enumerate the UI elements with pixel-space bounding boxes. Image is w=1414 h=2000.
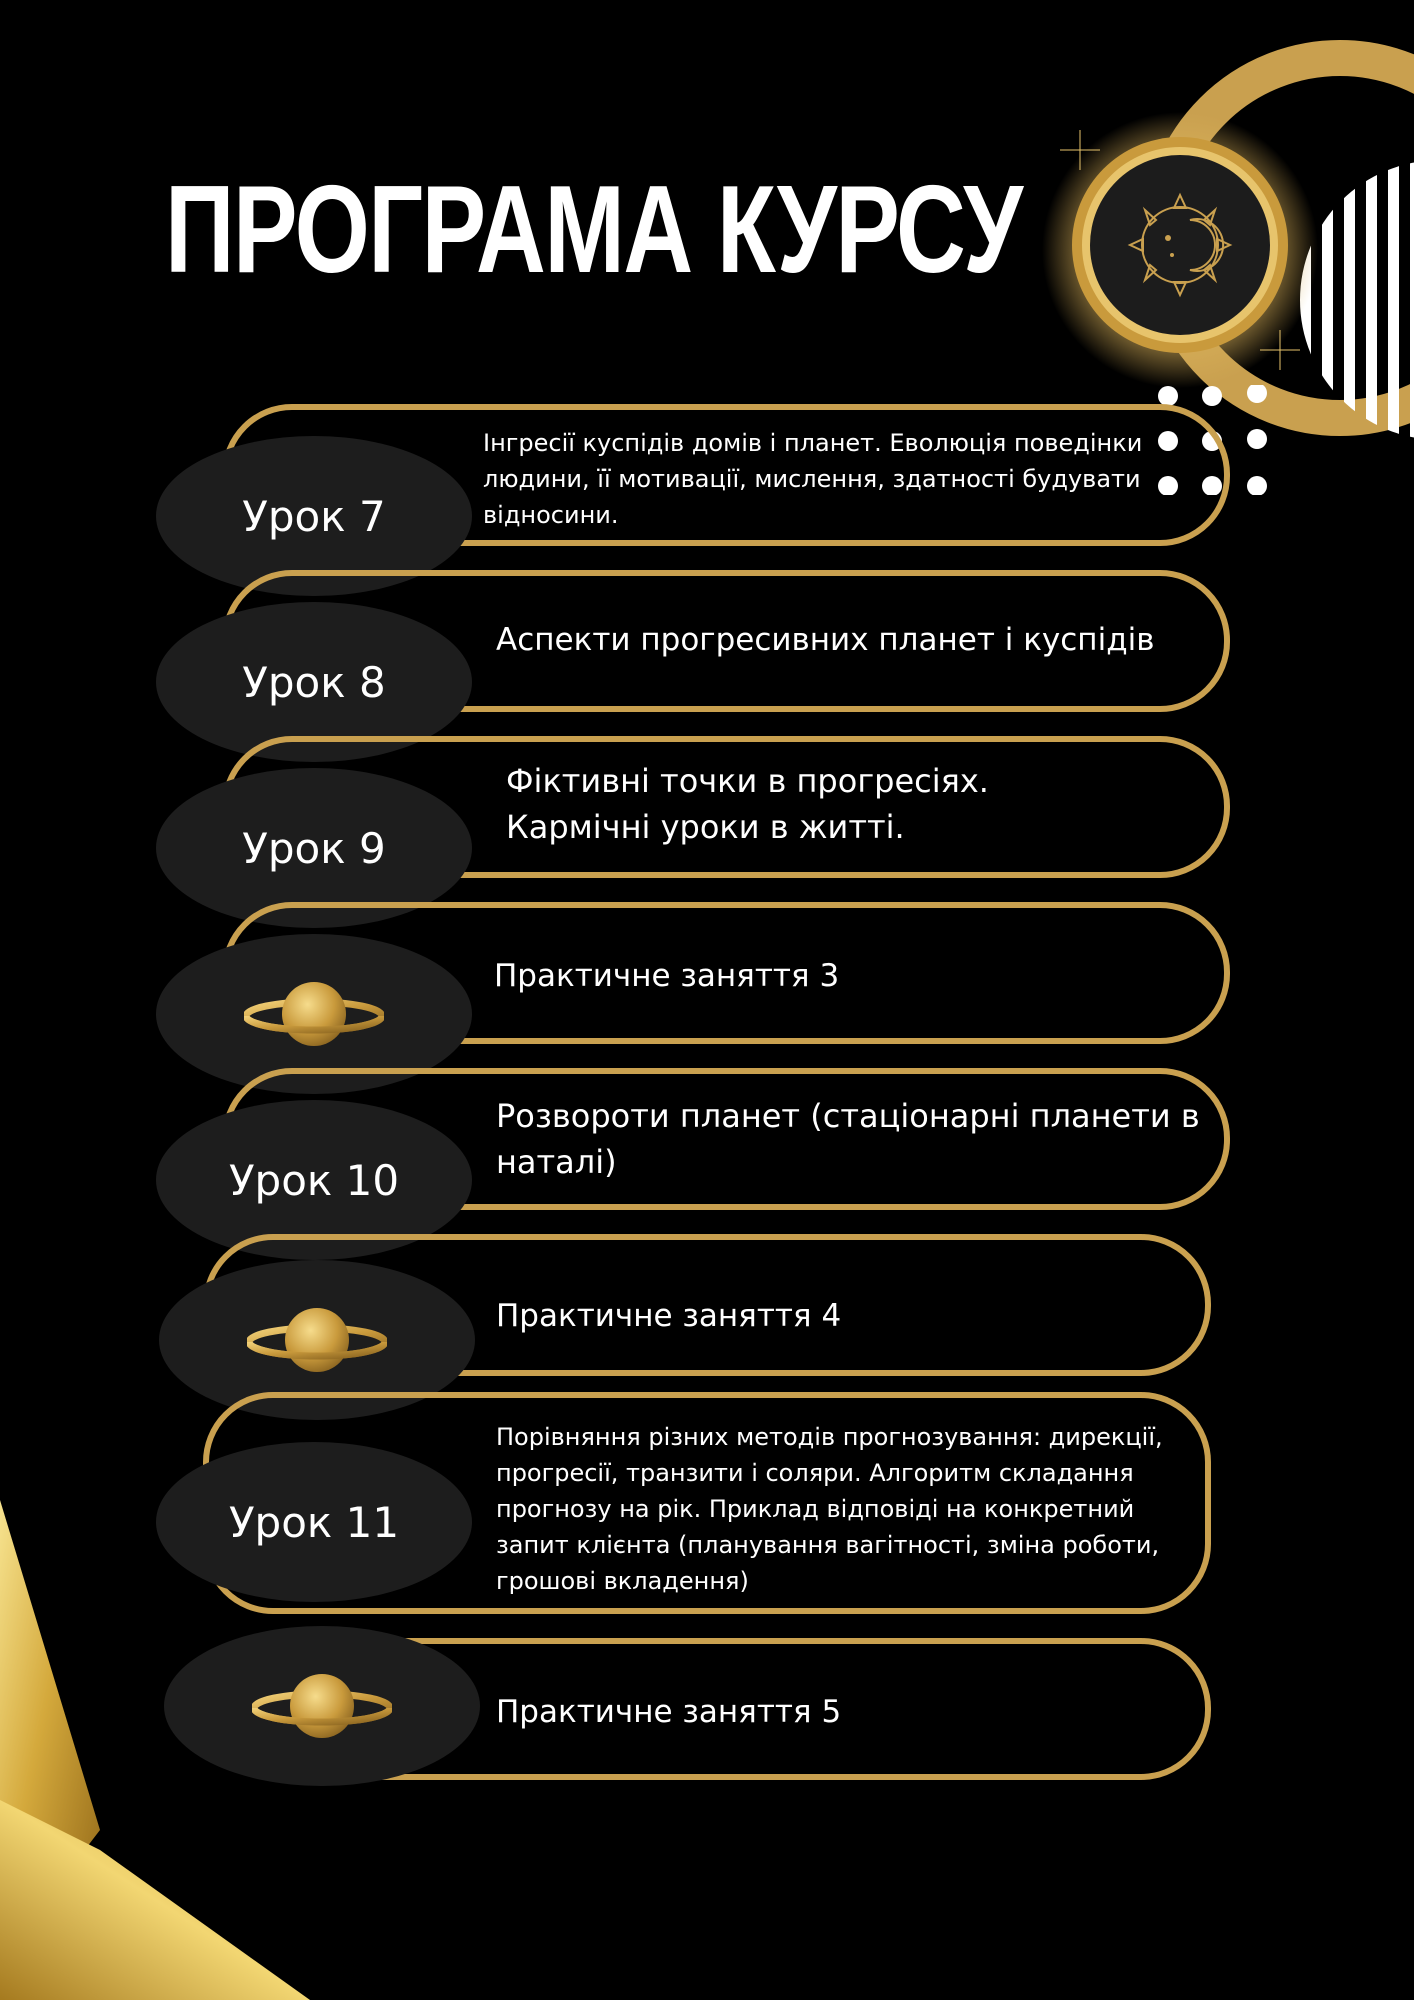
lesson-badge <box>156 1442 472 1602</box>
sun-moon-medallion-icon <box>1040 110 1320 390</box>
lesson-description: Фіктивні точки в прогресіях. Кармічні уроки в житті. <box>506 762 989 846</box>
lesson-description: Порівняння різних методів прогнозування: дирекції, прогресії, транзити і соляри. Алгоритм складання прогнозу на рік. Приклад відповіді на конкретний запит клієнта (планування вагітності, зміна роботи, грошові вкладення) <box>496 1423 1163 1595</box>
lesson-badge-label: Урок 11 <box>228 1497 400 1547</box>
lesson-badge-label: Урок 9 <box>242 823 386 873</box>
lesson-description: Інгресії куспідів домів і планет. Еволюція поведінки людини, її мотивації, мислення, здатності будувати відносини. <box>483 429 1143 529</box>
lesson-badge-label: Урок 8 <box>242 657 386 707</box>
lesson-badge-label: Урок 7 <box>242 491 386 541</box>
page-title: ПРОГРАМА КУРСУ <box>165 161 1022 299</box>
saturn-planet-icon <box>244 974 384 1054</box>
lesson-description: Розвороти планет (стаціонарні планети в наталі) <box>496 1097 1200 1181</box>
lesson-description: Практичне заняття 4 <box>496 1298 842 1334</box>
lesson-badge <box>164 1626 480 1786</box>
lesson-description: Практичне заняття 5 <box>496 1694 842 1730</box>
saturn-planet-icon <box>247 1300 387 1380</box>
lesson-description: Практичне заняття 3 <box>494 958 840 994</box>
lesson-description: Аспекти прогресивних планет і куспідів <box>496 622 1155 658</box>
lesson-badge-label: Урок 10 <box>228 1155 400 1205</box>
saturn-planet-icon <box>252 1666 392 1746</box>
